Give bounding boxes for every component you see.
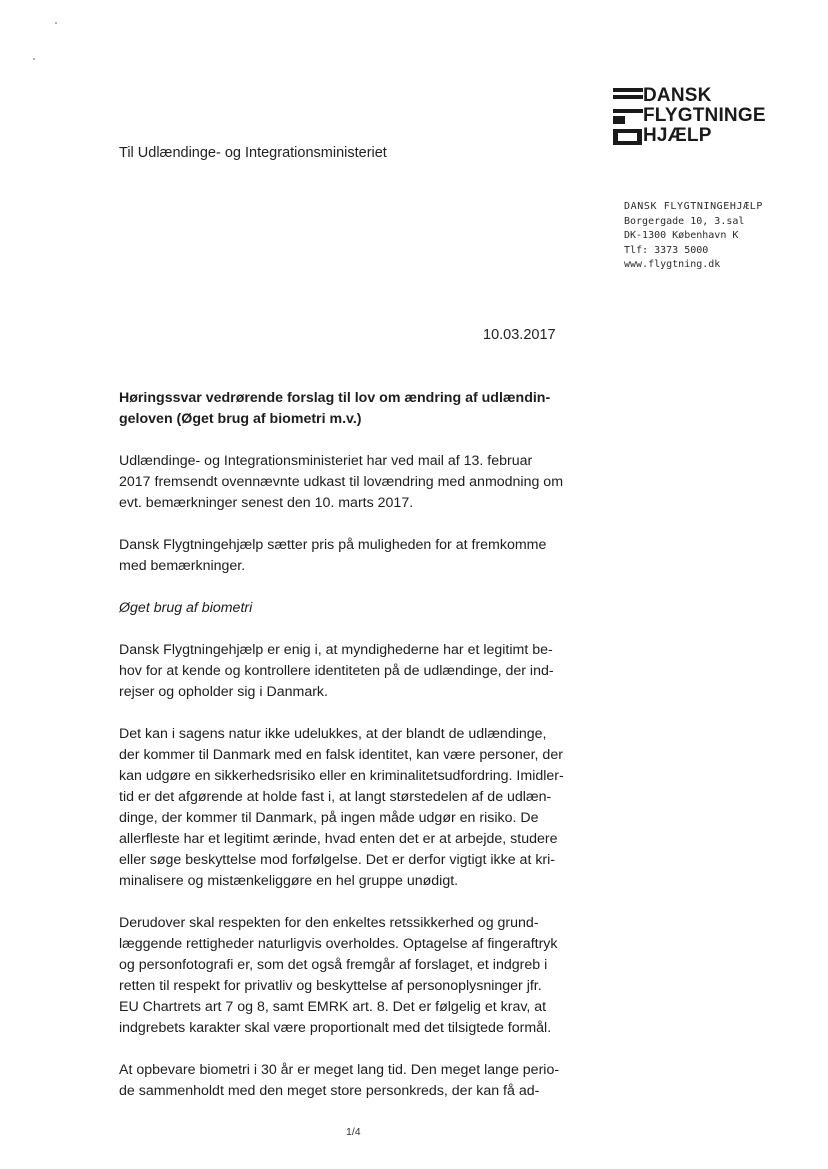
address-city: DK-1300 København K [624,230,739,241]
text-line: 2017 fremsendt ovennævnte udkast til lovændring med anmodning om [119,474,564,490]
text-line: geloven (Øget brug af biometri m.v.) [119,411,362,427]
recipient: Til Udlændinge- og Integrationsministeriet [119,145,387,161]
scan-speck [33,58,35,60]
text-line: minalisere og mistænkeliggøre en hel gruppe unødigt. [119,873,459,889]
text-line: EU Chartrets art 7 og 8, samt EMRK art. 8. Det er følgelig et krav, at [119,999,547,1015]
text-line: hov for at kende og kontrollere identiteten på de udlændinge, der ind- [119,663,554,679]
dfh-logo-wordmark [643,86,766,146]
dfh-logo [613,86,783,148]
paragraph [119,1060,599,1102]
text-line: dinge, der kommer til Danmark, på ingen måde udgør en risiko. De [119,810,539,826]
text-line: der kommer til Danmark med en falsk identitet, kan være personer, der [119,747,563,763]
letter-title [119,388,599,430]
text-line: tid er det afgørende at holde fast i, at langt størstedelen af de udlæn- [119,789,552,805]
section-subheading [119,598,599,619]
text-line: og personfotografi er, som det også fremgår af forslaget, et indgreb i [119,957,548,973]
address-org: DANSK FLYGTNINGEHJÆLP [624,201,764,212]
text-line: eller søge beskyttelse mod forfølgelse. Det er derfor vigtigt ikke at kri- [119,852,556,868]
text-line: evt. bemærkninger senest den 10. marts 2017. [119,495,414,511]
sender-address [624,200,763,273]
letter-body [119,388,599,1123]
text-line: kan udgøre en sikkerhedsrisiko eller en kriminalitetsudfordring. Imidler- [119,768,564,784]
text-line: Derudover skal respekten for den enkeltes retssikkerhed og grund- [119,915,539,931]
paragraph [119,451,599,514]
text-line: Dansk Flygtningehjælp sætter pris på muligheden for at fremkomme [119,537,547,553]
logo-line-1: DANSK [643,85,712,106]
logo-line-2: FLYGTNINGE [643,105,766,126]
text-line: med bemærkninger. [119,558,246,574]
text-line: Dansk Flygtningehjælp er enig i, at myndighederne har et legitimt be- [119,642,553,658]
text-line: Øget brug af biometri [119,600,253,616]
address-phone: Tlf: 3373 5000 [624,244,709,256]
text-line: rejser og opholder sig i Danmark. [119,684,328,700]
paragraph [119,913,599,1039]
paragraph [119,640,599,703]
letter-date: 10.03.2017 [483,327,556,343]
text-line: læggende rettigheder naturligvis overholdes. Optagelse af fingeraftryk [119,936,558,952]
text-line: allerfleste har et legitimt ærinde, hvad enten det er at arbejde, studere [119,831,558,847]
dfh-logo-mark-icon [613,86,647,148]
address-street: Borgergade 10, 3.sal [624,215,745,227]
text-line: Høringssvar vedrørende forslag til lov om ændring af udlændin- [119,390,551,406]
logo-line-3: HJÆLP [643,125,712,146]
paragraph [119,535,599,577]
page-number: 1/4 [346,1126,361,1138]
text-line: retten til respekt for privatliv og beskyttelse af personoplysninger jfr. [119,978,542,994]
paragraph [119,724,599,892]
text-line: Det kan i sagens natur ikke udelukkes, at der blandt de udlændinge, [119,726,547,742]
text-line: indgrebets karakter skal være proportionalt med det tilsigtede formål. [119,1020,552,1036]
text-line: At opbevare biometri i 30 år er meget lang tid. Den meget lange perio- [119,1062,560,1078]
text-line: de sammenholdt med den meget store personkreds, der kan få ad- [119,1083,540,1099]
address-web: www.flygtning.dk [624,259,721,270]
text-line: Udlændinge- og Integrationsministeriet har ved mail af 13. februar [119,453,533,469]
scan-speck [55,22,57,24]
